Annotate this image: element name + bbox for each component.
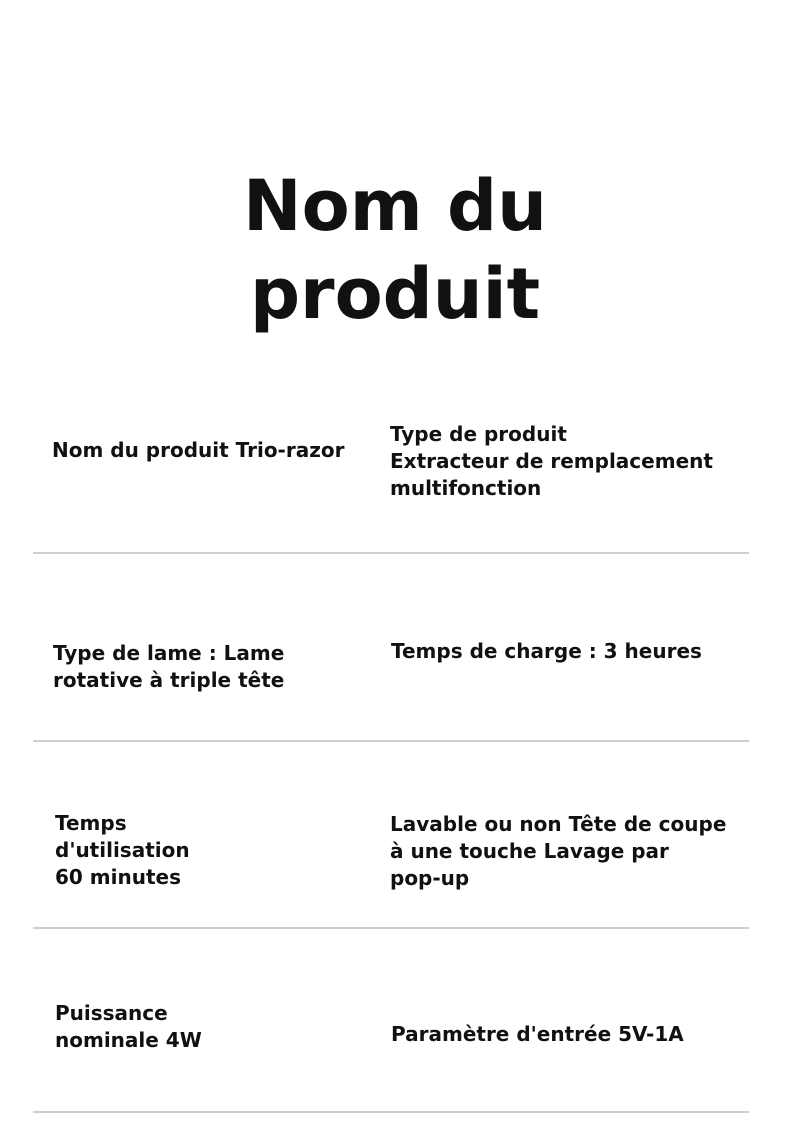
row-divider xyxy=(33,1111,749,1113)
page-title: Nom du produit xyxy=(243,165,547,335)
row-divider xyxy=(33,927,749,929)
spec-type-de-produit: Type de produit Extracteur de remplacement multifonction xyxy=(390,422,713,500)
spec-temps-d-utilisation: Temps d'utilisation 60 minutes xyxy=(55,811,190,889)
spec-temps-de-charge: Temps de charge : 3 heures xyxy=(391,639,702,663)
row-divider xyxy=(33,740,749,742)
spec-type-de-lame: Type de lame : Lame rotative à triple tête xyxy=(53,641,285,692)
spec-lavable: Lavable ou non Tête de coupe à une touche Lavage par pop-up xyxy=(390,812,727,890)
spec-parametre-d-entree: Paramètre d'entrée 5V-1A xyxy=(391,1022,684,1046)
spec-puissance-nominale: Puissance nominale 4W xyxy=(55,1001,202,1052)
row-divider xyxy=(33,552,749,554)
spec-nom-du-produit: Nom du produit Trio-razor xyxy=(52,438,345,462)
